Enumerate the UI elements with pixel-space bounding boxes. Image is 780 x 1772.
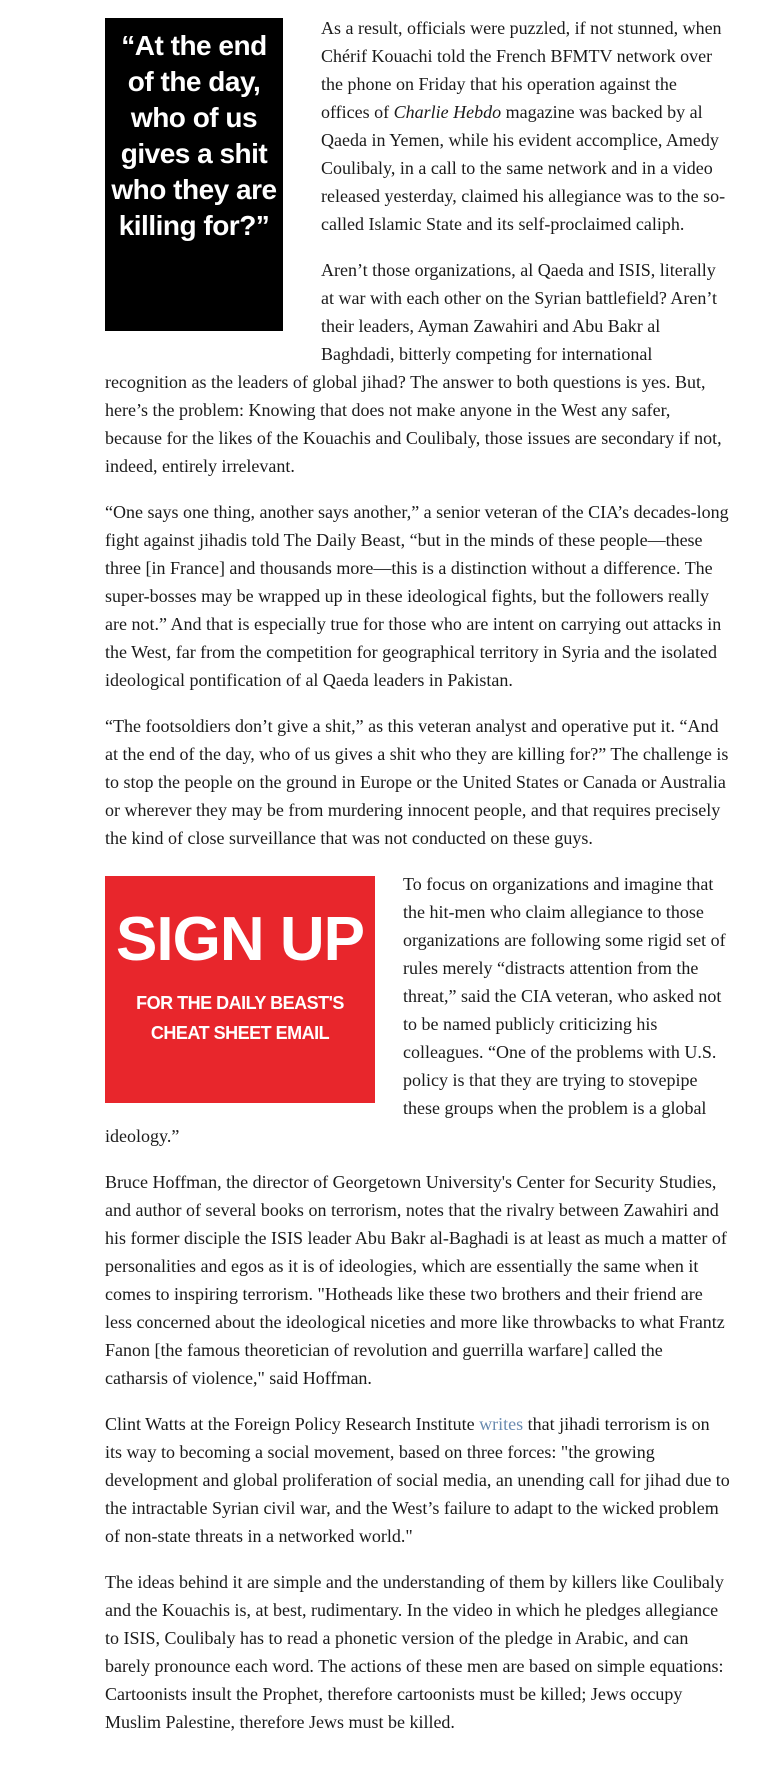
text: As a result, officials were puzzled, if not stunned, when Chérif Kouachi told the French BFMTV network over the phone on Friday that his operation against the offices of: [321, 18, 722, 122]
paragraph: [105, 1410, 730, 1550]
paragraph: The ideas behind it are simple and the understanding of them by killers like Coulibaly and the Kouachis is, at best, rudimentary. In the video in which he pledges allegiance to ISIS, Coulibaly has to read a phonetic version of the pledge in Arabic, and can barely pronounce each word. The actions of these men are based on simple equations: Cartoonists insult the Prophet, therefore cartoonists must be killed; Jews occupy Muslim Palestine, therefore Jews must be killed.: [105, 1572, 724, 1732]
writes-link[interactable]: writes: [479, 1414, 524, 1434]
pull-quote-text: “At the end of the day, who of us gives a shit who they are killing for?”: [111, 30, 277, 241]
text: magazine was backed by al Qaeda in Yemen, while his evident accomplice, Amedy Coulibaly, in a call to the same network and in a video released yesterday, claimed his allegiance was to the so-called Islamic State and its self-proclaimed caliph.: [321, 102, 726, 234]
paragraph: “The footsoldiers don’t give a shit,” as this veteran analyst and operative put it. “And at the end of the day, who of us gives a shit who they are killing for?” The challenge is to stop the people on the ground in Europe or the United States or Canada or Australia or wherever they may be from murdering innocent people, and that requires precisely the kind of close surveillance that was not conducted on these guys.: [105, 716, 729, 848]
publication-name: Charlie Hebdo: [393, 102, 502, 122]
newsletter-signup-banner[interactable]: [105, 876, 375, 1103]
article-body: [105, 14, 730, 1754]
paragraph: To focus on organizations and imagine that the hit-men who claim allegiance to those organizations are following some rigid set of rules merely “distracts attention from the threat,” said the CIA veteran, who asked not to be named publicly criticizing his colleagues. “One of the problems with U.S. policy is that they are trying to stovepipe these groups when the problem is a global ideology.”: [105, 874, 726, 1146]
signup-headline: SIGN UP: [116, 905, 364, 974]
paragraph: Aren’t those organizations, al Qaeda and ISIS, literally at war with each other on the Syrian battlefield? Aren’t their leaders, Ayman Zawahiri and Abu Bakr al Baghdadi, bitterly competing for international recognition as the leaders of global jihad? The answer to both questions is yes. But, here’s the problem: Knowing that does not make anyone in the West any safer, because for the likes of the Kouachis and Coulibaly, those issues are secondary if not, indeed, entirely irrelevant.: [105, 260, 722, 476]
paragraph: Bruce Hoffman, the director of Georgetown University's Center for Security Studies, and author of several books on terrorism, notes that the rivalry between Zawahiri and his former disciple the ISIS leader Abu Bakr al-Baghadi is at least as much a matter of personalities and egos as it is of ideologies, which are essentially the same when it comes to inspiring terrorism. "Hotheads like these two brothers and their friend are less concerned about the ideological niceties and more like throwbacks to what Frantz Fanon [the famous theoretician of revolution and guerrilla warfare] called the catharsis of violence," said Hoffman.: [105, 1172, 727, 1388]
text: that jihadi terrorism is on its way to becoming a social movement, based on three forces: "the growing development and global proliferation of social media, an unending call for jihad due to the intractable Syrian civil war, and the West’s failure to adapt to the wicked problem of non-state threats in a networked world.": [105, 1414, 730, 1546]
pull-quote: [105, 18, 283, 331]
paragraph: “One says one thing, another says another,” a senior veteran of the CIA’s decades-long fight against jihadis told The Daily Beast, “but in the minds of these people—these three [in France] and thousands more—this is a distinction without a difference. The super-bosses may be wrapped up in these ideological fights, but the followers really are not.” And that is especially true for those who are intent on carrying out attacks in the West, far from the competition for geographical territory in Syria and the isolated ideological pontification of al Qaeda leaders in Pakistan.: [105, 502, 729, 690]
signup-subline: FOR THE DAILY BEAST'S: [136, 993, 344, 1013]
text: Clint Watts at the Foreign Policy Research Institute: [105, 1414, 480, 1434]
signup-subline: CHEAT SHEET EMAIL: [150, 1023, 330, 1043]
